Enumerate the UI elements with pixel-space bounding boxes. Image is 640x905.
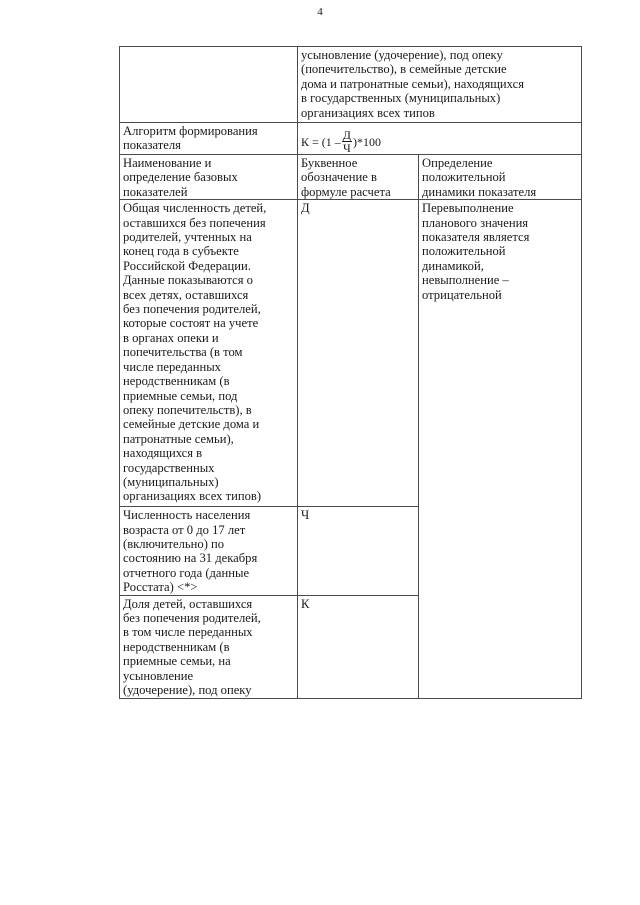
text-line: которые состоят на учете	[123, 316, 259, 331]
text-line: Определение	[422, 156, 493, 170]
text-line: без попечения родителей,	[123, 302, 261, 317]
indicator-description-cell	[120, 595, 298, 698]
text-line: приемные семьи, на	[123, 654, 231, 669]
text-line: (удочерение), под опеку	[123, 683, 252, 698]
text-line: опеку попечительств), в	[123, 402, 252, 417]
text-line: неродственникам (в	[123, 639, 230, 654]
text-line: (муниципальных)	[123, 474, 219, 489]
text-line: усыновление (удочерение), под опеку	[301, 48, 503, 62]
text-line: Доля детей, оставшихся	[123, 596, 253, 611]
text-line: определение базовых	[123, 170, 238, 185]
text-line: дома и патронатные семьи), находящихся	[301, 76, 524, 91]
text-line: положительной	[422, 170, 506, 185]
text-line: без попечения родителей,	[123, 611, 261, 626]
letter-cell-k	[298, 595, 419, 698]
empty-cell	[120, 47, 298, 123]
text-line: состоянию на 31 декабря	[123, 551, 258, 566]
text-line: приемные семьи, под	[123, 388, 238, 403]
text-line: усыновление	[123, 668, 194, 683]
formula-rhs: )*100	[352, 134, 381, 149]
formula-fraction	[342, 129, 352, 154]
text-line: Данные показываются о	[123, 273, 253, 288]
formula	[301, 124, 381, 154]
text-line: формуле расчета	[301, 184, 391, 199]
text-line: патронатные семьи),	[123, 431, 234, 446]
text-line: возраста от 0 до 17 лет	[123, 522, 246, 537]
text-line: отрицательной	[422, 287, 502, 302]
text-line: показателей	[123, 184, 188, 199]
text-line: планового значения	[422, 215, 529, 230]
header-cell-name	[120, 155, 298, 200]
text-line: Алгоритм формирования	[123, 124, 258, 138]
text-line: всех детях, оставшихся	[123, 287, 249, 302]
text-line: неродственникам (в	[123, 374, 230, 389]
dynamics-cell	[419, 200, 582, 698]
text-line: динамики показателя	[422, 184, 537, 199]
letter-cell-ch	[298, 507, 419, 595]
table-row-continuation	[120, 47, 582, 123]
formula-letter: Д	[301, 201, 310, 216]
text-line: положительной	[422, 244, 506, 259]
text-line: Буквенное	[301, 156, 358, 170]
text-line: в органах опеки и	[123, 330, 219, 345]
indicator-table	[119, 46, 582, 699]
formula-cell	[298, 123, 582, 155]
text-line: попечительства (в том	[123, 345, 243, 360]
indicator-description-cell	[120, 200, 298, 507]
text-line: Численность населения	[123, 508, 251, 523]
table-row-d	[120, 200, 582, 507]
continuation-text-cell	[298, 47, 582, 123]
text-line: показателя является	[422, 230, 530, 245]
text-line: невыполнение –	[422, 273, 509, 288]
text-line: конец года в субъекте	[123, 244, 239, 259]
text-line: Общая численность детей,	[123, 201, 267, 216]
table-header-row	[120, 155, 582, 200]
text-line: находящихся в	[123, 446, 203, 461]
algorithm-label-cell	[120, 123, 298, 155]
page-number: 4	[317, 6, 323, 18]
indicator-description-cell	[120, 507, 298, 595]
text-line: в государственных (муниципальных)	[301, 91, 501, 106]
table-row-algorithm	[120, 123, 582, 155]
text-line: организациях всех типов)	[123, 489, 262, 504]
formula-numerator: Д	[342, 128, 351, 142]
header-cell-letter	[298, 155, 419, 200]
text-line: Наименование и	[123, 156, 212, 170]
text-line: показателя	[123, 138, 181, 153]
text-line: государственных	[123, 460, 215, 475]
text-line: динамикой,	[422, 258, 484, 273]
text-line: семейные детские дома и	[123, 417, 260, 432]
text-line: Перевыполнение	[422, 201, 514, 216]
formula-letter: Ч	[301, 508, 310, 523]
text-line: (попечительство), в семейные детские	[301, 62, 507, 77]
text-line: родителей, учтенных на	[123, 230, 252, 245]
text-line: числе переданных	[123, 359, 221, 374]
header-cell-dynamics	[419, 155, 582, 200]
text-line: обозначение в	[301, 170, 377, 185]
formula-lhs: К = (1 –	[301, 134, 341, 149]
text-line: в том числе переданных	[123, 625, 253, 640]
formula-letter: К	[301, 596, 310, 611]
text-line: Росстата) <*>	[123, 580, 198, 595]
letter-cell-d	[298, 200, 419, 507]
text-line: Российской Федерации.	[123, 258, 251, 273]
formula-denominator: Ч	[342, 141, 351, 155]
text-line: отчетного года (данные	[123, 565, 250, 580]
text-line: организациях всех типов	[301, 105, 435, 120]
text-line: оставшихся без попечения	[123, 215, 266, 230]
text-line: (включительно) по	[123, 537, 225, 552]
